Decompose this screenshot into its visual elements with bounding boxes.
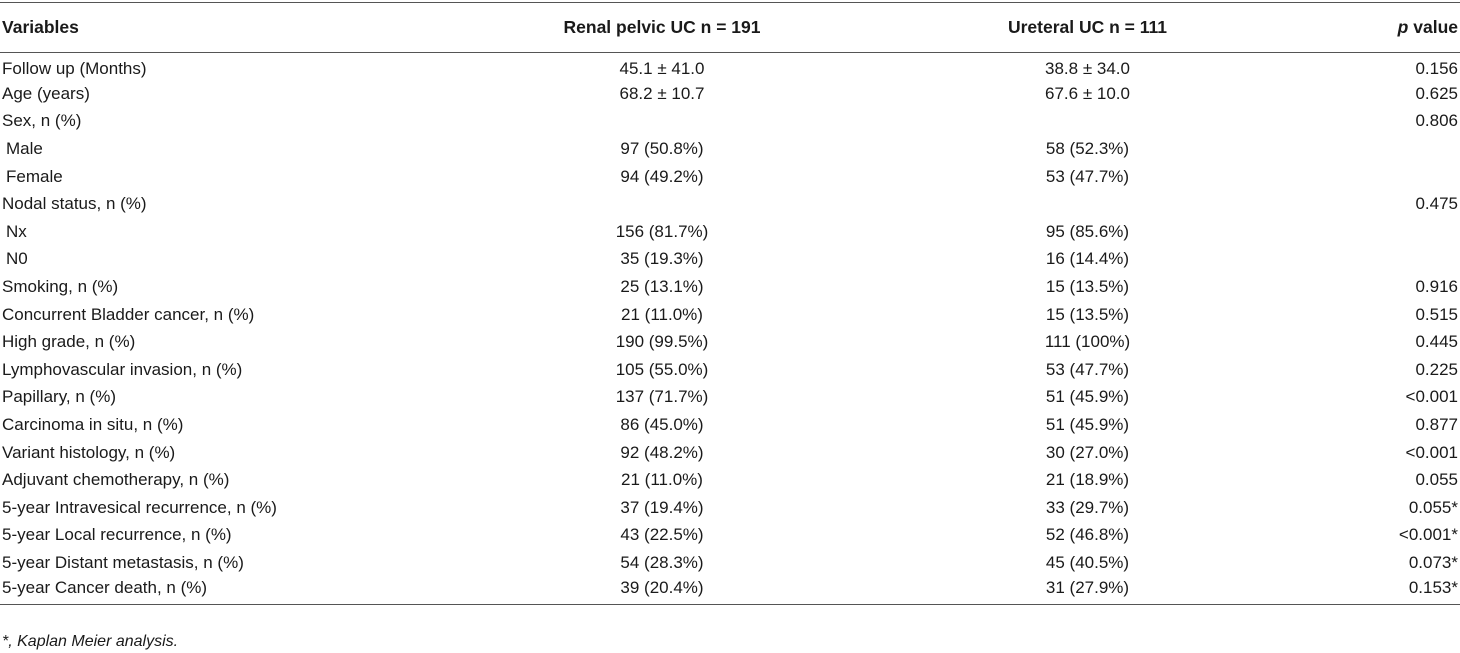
row-label: Follow up (Months) — [2, 58, 147, 78]
p-value: 0.806 — [1415, 111, 1458, 131]
row-label: Female — [6, 166, 63, 186]
comparison-table — [0, 2, 1460, 605]
ureteral-value: 95 (85.6%) — [1045, 221, 1130, 241]
table-row — [0, 218, 1460, 246]
table-row — [0, 577, 1460, 605]
row-label: Nodal status, n (%) — [2, 194, 147, 214]
ureteral-value: 52 (46.8%) — [1045, 525, 1130, 545]
renal-pelvic-value: 97 (50.8%) — [620, 139, 704, 159]
p-value: 0.916 — [1415, 277, 1458, 297]
row-label: N0 — [6, 249, 28, 269]
p-value: 0.225 — [1415, 359, 1458, 379]
renal-pelvic-value: 137 (71.7%) — [615, 387, 709, 407]
table-row — [0, 328, 1460, 356]
renal-pelvic-value: 35 (19.3%) — [620, 249, 704, 269]
table-row — [0, 439, 1460, 467]
ureteral-value: 30 (27.0%) — [1045, 442, 1130, 462]
renal-pelvic-value: 39 (20.4%) — [430, 577, 900, 605]
row-label: Lymphovascular invasion, n (%) — [2, 359, 243, 379]
ureteral-value: 21 (18.9%) — [1045, 470, 1130, 490]
renal-pelvic-value: 190 (99.5%) — [615, 332, 709, 352]
renal-pelvic-value: 92 (48.2%) — [620, 442, 704, 462]
ureteral-value: 53 (47.7%) — [1045, 359, 1130, 379]
ureteral-value: 16 (14.4%) — [1045, 249, 1130, 269]
p-value — [1275, 163, 1460, 191]
table-row — [0, 80, 1460, 108]
ureteral-value: 38.8 ± 34.0 — [1045, 58, 1130, 78]
table-row — [0, 549, 1460, 577]
row-label: Carcinoma in situ, n (%) — [2, 415, 184, 435]
renal-pelvic-value: 105 (55.0%) — [615, 359, 709, 379]
ureteral-value — [900, 190, 1275, 218]
row-label: 5-year Distant metastasis, n (%) — [2, 552, 244, 572]
row-label: 5-year Intravesical recurrence, n (%) — [2, 497, 277, 517]
ureteral-value: 51 (45.9%) — [1045, 415, 1130, 435]
table-row — [0, 522, 1460, 550]
p-value: 0.055 — [1415, 470, 1458, 490]
row-label: Variant histology, n (%) — [2, 442, 176, 462]
p-value — [1275, 218, 1460, 246]
renal-pelvic-value: 21 (11.0%) — [621, 304, 703, 324]
header-ureteral: Ureteral UC n = 111 — [900, 3, 1275, 53]
row-label: Adjuvant chemotherapy, n (%) — [2, 470, 230, 490]
table-row — [0, 356, 1460, 384]
ureteral-value: 15 (13.5%) — [1045, 277, 1130, 297]
p-value: <0.001* — [1398, 525, 1458, 545]
p-value — [1275, 246, 1460, 274]
header-p-rest: value — [1408, 17, 1458, 37]
table-row — [0, 190, 1460, 218]
header-p-italic: p — [1397, 17, 1409, 37]
ureteral-value: 31 (27.9%) — [900, 577, 1275, 605]
renal-pelvic-value: 37 (19.4%) — [620, 497, 704, 517]
p-value: 0.625 — [1415, 83, 1458, 103]
ureteral-value: 51 (45.9%) — [1045, 387, 1130, 407]
renal-pelvic-value: 86 (45.0%) — [620, 415, 704, 435]
row-label: Sex, n (%) — [2, 111, 82, 131]
p-value: 0.156 — [1415, 58, 1458, 78]
ureteral-value: 15 (13.5%) — [1045, 304, 1130, 324]
ureteral-value: 111 (100%) — [1044, 332, 1131, 352]
table-row — [0, 301, 1460, 329]
renal-pelvic-value — [430, 190, 900, 218]
p-value: 0.475 — [1415, 194, 1458, 214]
p-value: <0.001 — [1405, 387, 1458, 407]
ureteral-value: 67.6 ± 10.0 — [1045, 83, 1130, 103]
row-label: High grade, n (%) — [2, 332, 136, 352]
ureteral-value: 58 (52.3%) — [1045, 139, 1130, 159]
row-label: Papillary, n (%) — [2, 387, 116, 407]
table-row — [0, 135, 1460, 163]
header-renal-pelvic: Renal pelvic UC n = 191 — [430, 3, 900, 53]
table-row — [0, 108, 1460, 136]
header-row — [0, 3, 1460, 53]
table-row — [0, 53, 1460, 81]
table-row — [0, 494, 1460, 522]
p-value: <0.001 — [1405, 442, 1458, 462]
ureteral-value — [900, 108, 1275, 136]
row-label: Smoking, n (%) — [2, 277, 119, 297]
row-label: Nx — [6, 221, 27, 241]
p-value: 0.153* — [1275, 577, 1460, 605]
header-p-value — [1275, 3, 1460, 53]
renal-pelvic-value: 54 (28.3%) — [620, 552, 704, 572]
table-body — [0, 53, 1460, 605]
renal-pelvic-value — [430, 108, 900, 136]
table-row — [0, 466, 1460, 494]
renal-pelvic-value: 25 (13.1%) — [620, 277, 704, 297]
header-variables: Variables — [0, 3, 430, 53]
table-row — [0, 384, 1460, 412]
p-value: 0.055* — [1408, 497, 1458, 517]
table-footnote: *, Kaplan Meier analysis. — [2, 633, 179, 650]
ureteral-value: 53 (47.7%) — [1045, 166, 1130, 186]
table-row — [0, 411, 1460, 439]
row-label: 5-year Cancer death, n (%) — [0, 577, 430, 605]
renal-pelvic-value: 156 (81.7%) — [615, 221, 709, 241]
renal-pelvic-value: 94 (49.2%) — [620, 166, 704, 186]
row-label: Concurrent Bladder cancer, n (%) — [2, 304, 255, 324]
p-value — [1275, 135, 1460, 163]
renal-pelvic-value: 45.1 ± 41.0 — [619, 58, 705, 78]
ureteral-value: 45 (40.5%) — [1045, 552, 1130, 572]
row-label: 5-year Local recurrence, n (%) — [2, 525, 232, 545]
table-row — [0, 163, 1460, 191]
row-label: Age (years) — [2, 83, 90, 103]
p-value: 0.073* — [1408, 552, 1458, 572]
row-label: Male — [6, 139, 43, 159]
p-value: 0.445 — [1415, 332, 1458, 352]
renal-pelvic-value: 68.2 ± 10.7 — [619, 83, 705, 103]
renal-pelvic-value: 21 (11.0%) — [621, 470, 703, 490]
p-value: 0.877 — [1415, 415, 1458, 435]
renal-pelvic-value: 43 (22.5%) — [620, 525, 704, 545]
ureteral-value: 33 (29.7%) — [1045, 497, 1130, 517]
table-row — [0, 246, 1460, 274]
p-value: 0.515 — [1415, 304, 1458, 324]
table-row — [0, 273, 1460, 301]
